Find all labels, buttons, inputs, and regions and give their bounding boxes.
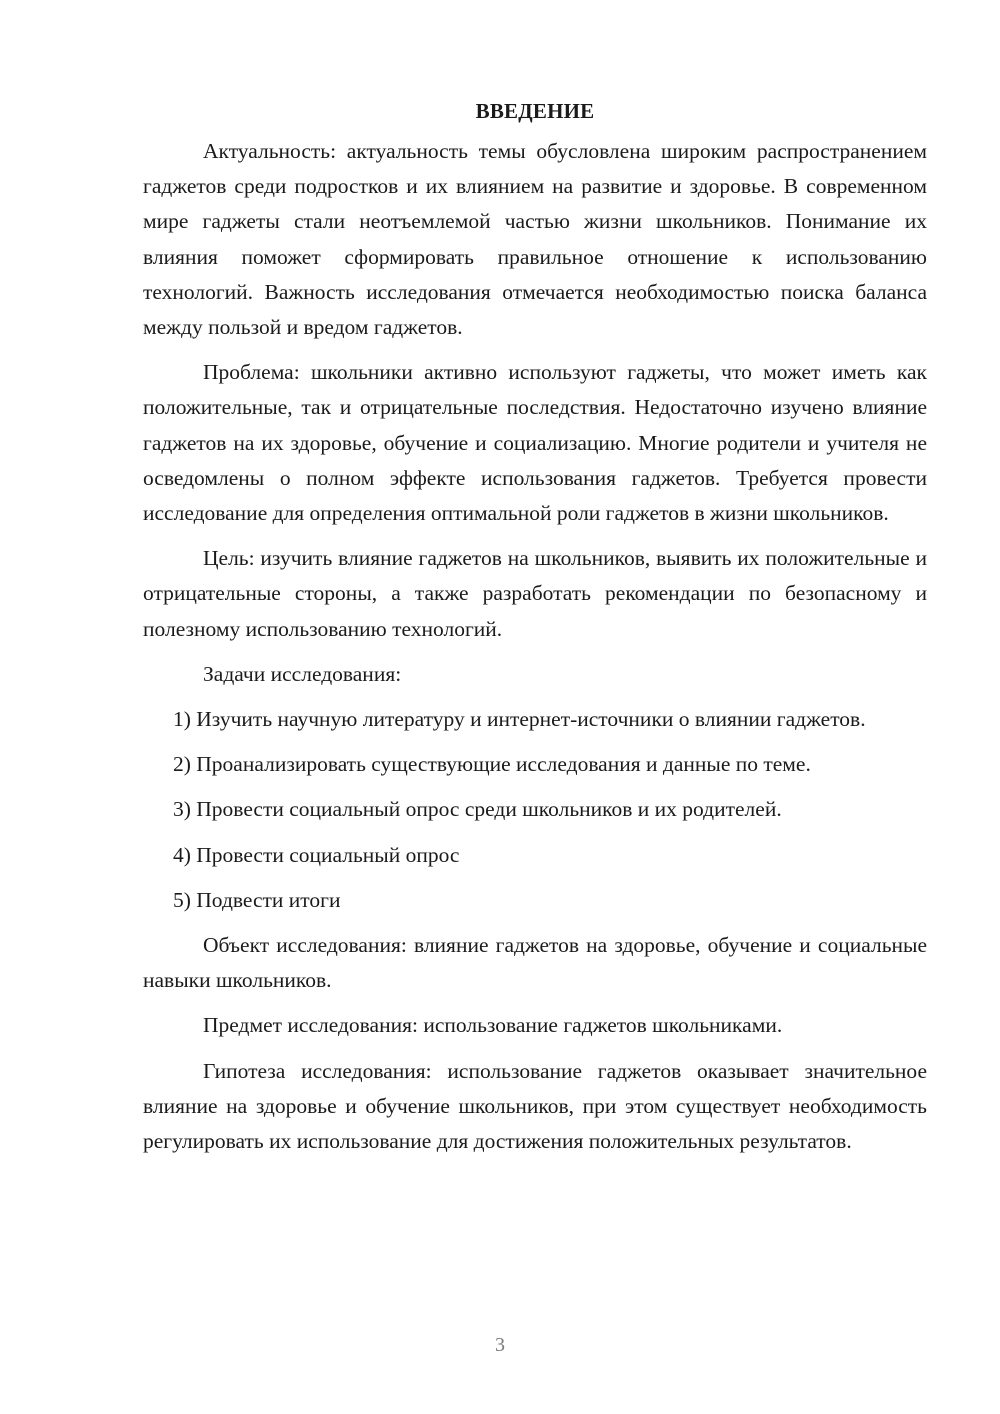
paragraph-problem: Проблема: школьники активно используют гаджеты, что может иметь как положительные, так и отрицательные последствия. Недостаточно изучено влияние гаджетов на их здоровье, обучение и социализацию. Многие родители и учителя не осведомлены о полном эффекте использования гаджетов. Требуется провести исследование для определения оптимальной роли гаджетов в жизни школьников. (143, 360, 927, 526)
task-item-2: 2) Проанализировать существующие исследования и данные по теме. (173, 752, 811, 777)
paragraph-tasks-heading: Задачи исследования: (203, 661, 402, 686)
paragraph-object: Объект исследования: влияние гаджетов на здоровье, обучение и социальные навыки школьников. (143, 933, 927, 993)
paragraph-goal: Цель: изучить влияние гаджетов на школьников, выявить их положительные и отрицательные стороны, а также разработать рекомендации по безопасному и полезному использованию технологий. (143, 546, 927, 641)
paragraph-subject: Предмет исследования: использование гаджетов школьниками. (203, 1013, 783, 1038)
section-heading: ВВЕДЕНИЕ (475, 99, 595, 123)
paragraph-relevance: Актуальность: актуальность темы обусловлена широким распространением гаджетов среди подростков и их влиянием на развитие и здоровье. В современном мире гаджеты стали неотъемлемой частью жизни школьников. Понимание их влияния поможет сформировать правильное отношение к использованию технологий. Важность исследования отмечается необходимостью поиска баланса между пользой и вредом гаджетов. (143, 139, 927, 340)
paragraph-hypothesis: Гипотеза исследования: использование гаджетов оказывает значительное влияние на здоровье и обучение школьников, при этом существует необходимость регулировать их использование для достижения положительных результатов. (143, 1058, 927, 1154)
task-item-1: 1) Изучить научную литературу и интернет-источники о влиянии гаджетов. (173, 707, 866, 732)
task-item-4: 4) Провести социальный опрос (173, 842, 460, 867)
task-item-5: 5) Подвести итоги (173, 887, 341, 912)
page-content (143, 96, 927, 1169)
page-number: 3 (495, 1334, 505, 1356)
task-item-3: 3) Провести социальный опрос среди школьников и их родителей. (173, 797, 782, 822)
